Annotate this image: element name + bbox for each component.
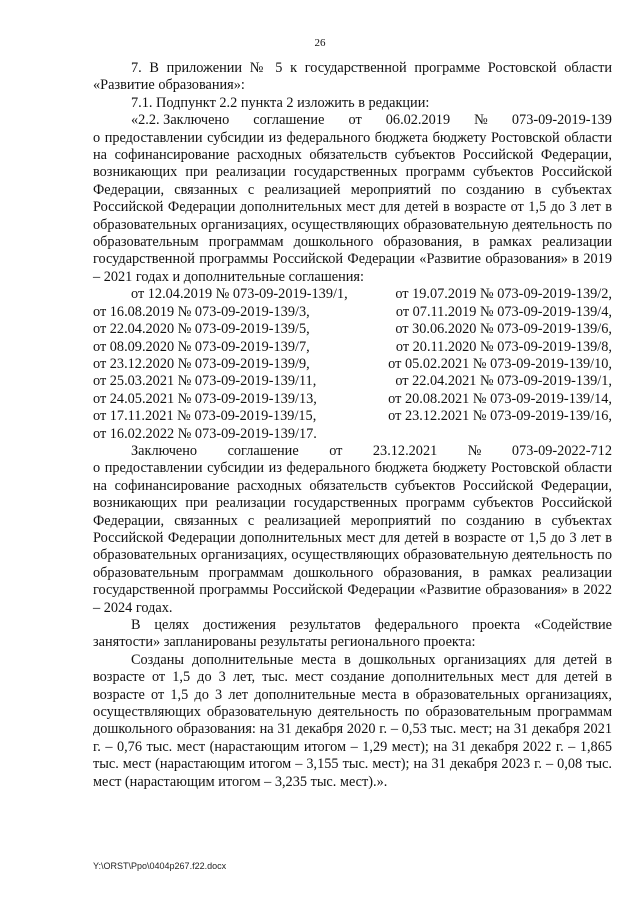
agreement-entry: от 20.11.2020 № 073-09-2019-139/8, [395, 338, 612, 355]
additional-agreements-list [93, 286, 612, 443]
number-sign: № [467, 442, 482, 459]
file-path-footer: Y:\ORST\Ppo\0404p267.f22.docx [93, 861, 227, 871]
agreement-line [93, 373, 612, 390]
page-number: 26 [314, 37, 326, 49]
agreement-entry: от 23.12.2021 № 073-09-2019-139/16, [388, 408, 612, 425]
agreement-entry: от 20.08.2021 № 073-09-2019-139/14, [388, 390, 612, 407]
text-fragment: от [348, 112, 362, 129]
agreement-entry: от 23.12.2020 № 073-09-2019-139/9, [93, 355, 310, 372]
agreement-line [93, 356, 612, 373]
paragraph-2-2 [93, 112, 612, 286]
agreement-line [93, 321, 612, 338]
agreement-entry: от 24.05.2021 № 073-09-2019-139/13, [93, 390, 317, 407]
agreement-entry: от 22.04.2020 № 073-09-2019-139/5, [93, 321, 310, 338]
agreement-entry: от 16.08.2019 № 073-09-2019-139/3, [93, 303, 310, 320]
paragraph-subitem-7-1: 7.1. Подпункт 2.2 пункта 2 изложить в редакции: [131, 94, 430, 111]
agreement-entry: от 17.11.2021 № 073-09-2019-139/15, [93, 408, 317, 425]
agreement-entry: от 22.04.2021 № 073-09-2019-139/1, [395, 373, 612, 390]
agreement-entry: от 19.07.2019 № 073-09-2019-139/2, [395, 286, 612, 303]
agreement-number: 073-09-2019-139 [511, 112, 612, 129]
agreement-line [93, 304, 612, 321]
agreement-entry: от 05.02.2021 № 073-09-2019-139/10, [388, 355, 612, 372]
paragraph-agreement-2022-first-line [93, 443, 612, 460]
agreement-entry: от 25.03.2021 № 073-09-2019-139/11, [93, 373, 317, 390]
text-fragment: соглашение [227, 442, 299, 459]
text-fragment: Заключено [131, 442, 198, 459]
text-fragment: соглашение [253, 112, 325, 129]
paragraph-2-2-body: о предоставлении субсидии из федерального бюджета бюджету Ростовской области на софинансирование расходных обязательств субъектов Российской Федерации, возникающих при реализации государственных программ субъектов Российской Федерации, связанных с реализацией мероприятий по созданию в субъектах Российской Федерации дополнительных мест для детей в возрасте от 1,5 до 3 лет в образовательных организациях, осуществляющих образовательную деятельность по образовательным программам дошкольного образования, в рамках реализации государственной программы Российской Федерации «Развитие образования» в 2019 – 2021 годах и дополнительные соглашения: [93, 129, 612, 285]
document-body [93, 60, 612, 791]
paragraph-project-goals: В целях достижения результатов федерального проекта «Содействие занятости» запланированы результаты регионального проекта: [93, 617, 612, 651]
agreement-number: 073-09-2022-712 [511, 442, 612, 459]
text-fragment: от [329, 442, 343, 459]
agreement-line [93, 286, 612, 303]
paragraph-agreement-2022-body: о предоставлении субсидии из федерального бюджета бюджету Ростовской области на софинансирование расходных обязательств субъектов Российской Федерации, возникающих при реализации государственных программ субъектов Российской Федерации, связанных с реализацией мероприятий по созданию в субъектах Российской Федерации дополнительных мест для детей в возрасте от 1,5 до 3 лет в образовательных организациях, осуществляющих образовательную деятельность по образовательным программам дошкольного образования, в рамках реализации государственной программы Российской Федерации «Развитие образования» в 2022 – 2024 годах. [93, 460, 612, 616]
agreement-line [93, 339, 612, 356]
agreement-entry: от 08.09.2020 № 073-09-2019-139/7, [93, 338, 310, 355]
agreement-entry: от 30.06.2020 № 073-09-2019-139/6, [395, 321, 612, 338]
agreement-date: 23.12.2021 [372, 442, 438, 459]
paragraph-2-2-first-line [93, 112, 612, 129]
agreement-entry: от 16.02.2022 № 073-09-2019-139/17. [93, 425, 317, 442]
agreement-line [93, 426, 612, 443]
text-fragment: «2.2. Заключено [131, 112, 230, 129]
number-sign: № [474, 112, 488, 129]
agreement-entry: от 07.11.2019 № 073-09-2019-139/4, [395, 303, 612, 320]
paragraph-project-results: Созданы дополнительные места в дошкольных организациях для детей в возрасте от 1,5 до 3 лет, тыс. мест создание дополнительных мест для детей в возрасте от 1,5 до 3 лет дополнительные места в образовательных организациях, осуществляющих образовательную деятельность по образовательным программам дошкольного образования: на 31 декабря 2020 г. – 0,53 тыс. мест; на 31 декабря 2021 г. – 0,76 тыс. мест (нарастающим итогом – 1,29 мест); на 31 декабря 2022 г. – 1,865 тыс. мест (нарастающим итогом – 3,155 тыс. мест); на 31 декабря 2023 г. – 0,08 тыс. мест (нарастающим итогом – 3,235 тыс. мест).». [93, 651, 612, 790]
paragraph-agreement-2022 [93, 443, 612, 617]
agreement-line [93, 391, 612, 408]
agreement-entry: от 12.04.2019 № 073-09-2019-139/1, [131, 286, 348, 303]
agreement-date: 06.02.2019 [385, 112, 451, 129]
agreement-line [93, 408, 612, 425]
paragraph-item-7: 7. В приложении № 5 к государственной программе Ростовской области «Развитие образования»: [93, 60, 612, 94]
